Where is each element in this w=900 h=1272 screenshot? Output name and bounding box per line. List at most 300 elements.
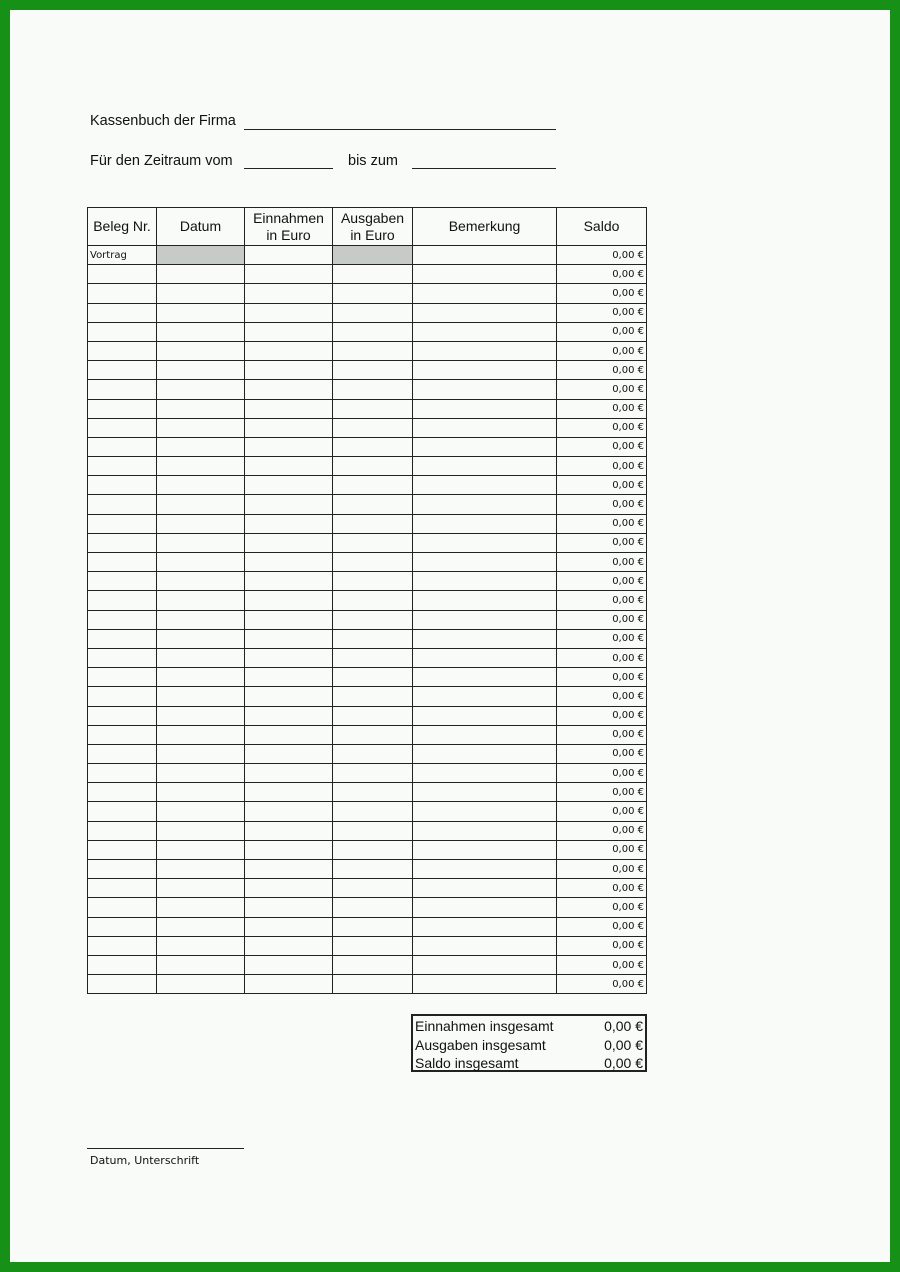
saldo-cell: 0,00 €	[557, 917, 647, 936]
beleg-cell[interactable]	[88, 399, 157, 418]
saldo-cell: 0,00 €	[557, 361, 647, 380]
einnahmen-cell[interactable]	[245, 457, 333, 476]
ausgaben-cell[interactable]	[333, 361, 413, 380]
bemerkung-cell[interactable]	[413, 706, 557, 725]
beleg-cell[interactable]	[88, 840, 157, 859]
table-row	[88, 514, 647, 533]
beleg-cell[interactable]	[88, 514, 157, 533]
table-row	[88, 898, 647, 917]
bemerkung-cell[interactable]	[413, 361, 557, 380]
ausgaben-cell[interactable]	[333, 687, 413, 706]
beleg-cell[interactable]	[88, 783, 157, 802]
total-balance-label: Saldo insgesamt	[415, 1055, 519, 1071]
header-einnahmen	[245, 208, 333, 246]
saldo-cell: 0,00 €	[557, 629, 647, 648]
ausgaben-cell[interactable]	[333, 533, 413, 552]
datum-cell[interactable]	[157, 860, 245, 879]
beleg-cell[interactable]	[88, 802, 157, 821]
saldo-cell: 0,00 €	[557, 437, 647, 456]
header-text-line: Bemerkung	[448, 218, 521, 234]
ausgaben-cell[interactable]	[333, 457, 413, 476]
ausgaben-cell[interactable]	[333, 629, 413, 648]
saldo-cell: 0,00 €	[557, 860, 647, 879]
table-row	[88, 629, 647, 648]
saldo-cell: 0,00 €	[557, 955, 647, 974]
total-balance-row	[415, 1055, 643, 1073]
total-income-value: 0,00 €	[604, 1018, 643, 1034]
einnahmen-cell[interactable]	[245, 725, 333, 744]
table-row	[88, 783, 647, 802]
einnahmen-cell[interactable]	[245, 495, 333, 514]
datum-cell[interactable]	[157, 783, 245, 802]
datum-cell[interactable]	[157, 936, 245, 955]
datum-cell[interactable]	[157, 610, 245, 629]
table-row	[88, 648, 647, 667]
datum-cell[interactable]	[157, 687, 245, 706]
datum-cell[interactable]	[157, 648, 245, 667]
ausgaben-cell[interactable]	[333, 783, 413, 802]
company-label: Kassenbuch der Firma	[90, 113, 236, 129]
table-row	[88, 706, 647, 725]
header-ausgaben	[333, 208, 413, 246]
beleg-cell[interactable]	[88, 955, 157, 974]
total-expense-row	[415, 1037, 643, 1055]
signature-line	[87, 1148, 244, 1149]
beleg-cell[interactable]	[88, 879, 157, 898]
table-row	[88, 361, 647, 380]
ausgaben-cell[interactable]	[333, 265, 413, 284]
beleg-cell[interactable]	[88, 975, 157, 994]
datum-cell[interactable]	[157, 917, 245, 936]
datum-cell[interactable]	[157, 706, 245, 725]
saldo-cell: 0,00 €	[557, 476, 647, 495]
beleg-cell[interactable]	[88, 898, 157, 917]
datum-cell[interactable]	[157, 495, 245, 514]
einnahmen-cell[interactable]	[245, 648, 333, 667]
datum-cell[interactable]	[157, 802, 245, 821]
saldo-cell: 0,00 €	[557, 744, 647, 763]
einnahmen-cell[interactable]	[245, 610, 333, 629]
table-row	[88, 821, 647, 840]
saldo-cell: 0,00 €	[557, 399, 647, 418]
beleg-cell[interactable]	[88, 284, 157, 303]
total-expense-value: 0,00 €	[604, 1036, 643, 1053]
bemerkung-cell[interactable]	[413, 764, 557, 783]
beleg-cell[interactable]	[88, 917, 157, 936]
datum-cell[interactable]	[157, 629, 245, 648]
beleg-cell[interactable]	[88, 303, 157, 322]
beleg-cell[interactable]	[88, 418, 157, 437]
ausgaben-cell[interactable]	[333, 725, 413, 744]
table-row	[88, 725, 647, 744]
datum-cell[interactable]	[157, 514, 245, 533]
einnahmen-cell[interactable]	[245, 322, 333, 341]
saldo-cell: 0,00 €	[557, 341, 647, 360]
bemerkung-cell[interactable]	[413, 322, 557, 341]
table-row	[88, 418, 647, 437]
ausgaben-cell[interactable]	[333, 380, 413, 399]
table-row	[88, 303, 647, 322]
bemerkung-cell[interactable]	[413, 610, 557, 629]
saldo-cell: 0,00 €	[557, 648, 647, 667]
einnahmen-cell[interactable]	[245, 265, 333, 284]
bemerkung-cell[interactable]	[413, 648, 557, 667]
einnahmen-cell[interactable]	[245, 744, 333, 763]
einnahmen-cell[interactable]	[245, 840, 333, 859]
beleg-cell[interactable]	[88, 265, 157, 284]
bemerkung-cell[interactable]	[413, 514, 557, 533]
beleg-cell[interactable]	[88, 668, 157, 687]
saldo-cell: 0,00 €	[557, 418, 647, 437]
table-row	[88, 265, 647, 284]
einnahmen-cell[interactable]	[245, 303, 333, 322]
table-row	[88, 840, 647, 859]
beleg-cell[interactable]	[88, 380, 157, 399]
datum-cell[interactable]	[157, 533, 245, 552]
table-row	[88, 955, 647, 974]
ausgaben-cell[interactable]	[333, 821, 413, 840]
bemerkung-cell[interactable]	[413, 955, 557, 974]
saldo-cell: 0,00 €	[557, 457, 647, 476]
ausgaben-cell[interactable]	[333, 898, 413, 917]
ausgaben-cell[interactable]	[333, 476, 413, 495]
einnahmen-cell[interactable]	[245, 687, 333, 706]
header-text-line: in Euro	[266, 226, 311, 243]
einnahmen-cell[interactable]	[245, 591, 333, 610]
beleg-cell[interactable]	[88, 610, 157, 629]
beleg-cell[interactable]	[88, 533, 157, 552]
ausgaben-cell[interactable]	[333, 764, 413, 783]
header-text-line: Beleg Nr.	[93, 218, 151, 234]
bemerkung-cell[interactable]	[413, 936, 557, 955]
einnahmen-cell[interactable]	[245, 898, 333, 917]
saldo-cell: 0,00 €	[557, 265, 647, 284]
saldo-cell: 0,00 €	[557, 322, 647, 341]
bemerkung-cell[interactable]	[413, 917, 557, 936]
einnahmen-cell[interactable]	[245, 341, 333, 360]
ausgaben-cell[interactable]	[333, 322, 413, 341]
ausgaben-cell[interactable]	[333, 936, 413, 955]
datum-cell[interactable]	[157, 361, 245, 380]
table-row	[88, 553, 647, 572]
ausgaben-cell[interactable]	[333, 437, 413, 456]
table-row	[88, 668, 647, 687]
saldo-cell: 0,00 €	[557, 553, 647, 572]
bemerkung-cell[interactable]	[413, 380, 557, 399]
bemerkung-cell[interactable]	[413, 457, 557, 476]
table-row	[88, 764, 647, 783]
einnahmen-cell[interactable]	[245, 437, 333, 456]
table-row	[88, 341, 647, 360]
datum-cell[interactable]	[157, 399, 245, 418]
saldo-cell: 0,00 €	[557, 303, 647, 322]
header-text-line: Einnahmen	[253, 209, 324, 226]
beleg-cell[interactable]	[88, 936, 157, 955]
ausgaben-cell[interactable]	[333, 917, 413, 936]
bemerkung-cell[interactable]	[413, 975, 557, 994]
ausgaben-cell[interactable]	[333, 418, 413, 437]
datum-cell[interactable]	[157, 303, 245, 322]
period-until-label: bis zum	[348, 153, 398, 169]
saldo-cell: 0,00 €	[557, 533, 647, 552]
bemerkung-cell[interactable]	[413, 783, 557, 802]
table-header-row	[88, 208, 647, 246]
cash-ledger-table	[87, 207, 647, 994]
table-row	[88, 533, 647, 552]
saldo-cell: 0,00 €	[557, 764, 647, 783]
ausgaben-cell[interactable]	[333, 860, 413, 879]
datum-cell[interactable]	[157, 668, 245, 687]
bemerkung-cell[interactable]	[413, 553, 557, 572]
ausgaben-cell[interactable]	[333, 840, 413, 859]
header-beleg-nr	[88, 208, 157, 246]
header-text-line: in Euro	[350, 226, 395, 243]
bemerkung-cell[interactable]	[413, 533, 557, 552]
einnahmen-cell[interactable]	[245, 399, 333, 418]
company-name-line	[244, 129, 556, 130]
period-from-label: Für den Zeitraum vom	[90, 153, 233, 169]
period-row	[90, 153, 233, 169]
bemerkung-cell[interactable]	[413, 265, 557, 284]
table-row	[88, 380, 647, 399]
header-text-line: Saldo	[583, 218, 620, 234]
header-text-line: Datum	[179, 218, 222, 234]
datum-cell[interactable]	[157, 955, 245, 974]
table-row	[88, 744, 647, 763]
ausgaben-cell[interactable]	[333, 284, 413, 303]
bemerkung-cell[interactable]	[413, 725, 557, 744]
datum-cell[interactable]	[157, 476, 245, 495]
beleg-cell[interactable]: Vortrag	[88, 246, 157, 265]
datum-cell[interactable]	[157, 879, 245, 898]
saldo-cell: 0,00 €	[557, 610, 647, 629]
bemerkung-cell[interactable]	[413, 687, 557, 706]
datum-cell[interactable]	[157, 437, 245, 456]
einnahmen-cell[interactable]	[245, 860, 333, 879]
table-row	[88, 322, 647, 341]
beleg-cell[interactable]	[88, 687, 157, 706]
saldo-cell: 0,00 €	[557, 514, 647, 533]
beleg-cell[interactable]	[88, 572, 157, 591]
bemerkung-cell[interactable]	[413, 840, 557, 859]
period-from-line	[244, 168, 333, 169]
ausgaben-cell[interactable]	[333, 610, 413, 629]
beleg-cell[interactable]	[88, 495, 157, 514]
table-row	[88, 687, 647, 706]
ausgaben-cell[interactable]	[333, 303, 413, 322]
einnahmen-cell[interactable]	[245, 246, 333, 265]
header-datum	[157, 208, 245, 246]
bemerkung-cell[interactable]	[413, 879, 557, 898]
einnahmen-cell[interactable]	[245, 879, 333, 898]
einnahmen-cell[interactable]	[245, 553, 333, 572]
saldo-cell: 0,00 €	[557, 840, 647, 859]
saldo-cell: 0,00 €	[557, 246, 647, 265]
beleg-cell[interactable]	[88, 457, 157, 476]
title-row	[90, 113, 236, 129]
einnahmen-cell[interactable]	[245, 533, 333, 552]
einnahmen-cell[interactable]	[245, 821, 333, 840]
ausgaben-cell[interactable]	[333, 744, 413, 763]
ausgaben-cell[interactable]	[333, 246, 413, 265]
bemerkung-cell[interactable]	[413, 437, 557, 456]
datum-cell[interactable]	[157, 725, 245, 744]
beleg-cell[interactable]	[88, 629, 157, 648]
ausgaben-cell[interactable]	[333, 955, 413, 974]
header-saldo	[557, 208, 647, 246]
ausgaben-cell[interactable]	[333, 514, 413, 533]
beleg-cell[interactable]	[88, 437, 157, 456]
ausgaben-cell[interactable]	[333, 975, 413, 994]
bemerkung-cell[interactable]	[413, 246, 557, 265]
einnahmen-cell[interactable]	[245, 476, 333, 495]
saldo-cell: 0,00 €	[557, 879, 647, 898]
saldo-cell: 0,00 €	[557, 591, 647, 610]
period-until-line	[412, 168, 556, 169]
datum-cell[interactable]	[157, 553, 245, 572]
table-row	[88, 802, 647, 821]
beleg-cell[interactable]	[88, 591, 157, 610]
einnahmen-cell[interactable]	[245, 629, 333, 648]
datum-cell[interactable]	[157, 341, 245, 360]
einnahmen-cell[interactable]	[245, 706, 333, 725]
bemerkung-cell[interactable]	[413, 495, 557, 514]
bemerkung-cell[interactable]	[413, 629, 557, 648]
saldo-cell: 0,00 €	[557, 821, 647, 840]
table-row	[88, 476, 647, 495]
beleg-cell[interactable]	[88, 821, 157, 840]
saldo-cell: 0,00 €	[557, 975, 647, 994]
bemerkung-cell[interactable]	[413, 668, 557, 687]
bemerkung-cell[interactable]	[413, 284, 557, 303]
ausgaben-cell[interactable]	[333, 572, 413, 591]
beleg-cell[interactable]	[88, 322, 157, 341]
einnahmen-cell[interactable]	[245, 975, 333, 994]
bemerkung-cell[interactable]	[413, 744, 557, 763]
einnahmen-cell[interactable]	[245, 936, 333, 955]
table-row	[88, 860, 647, 879]
table-row	[88, 572, 647, 591]
table-row	[88, 879, 647, 898]
beleg-cell[interactable]	[88, 744, 157, 763]
datum-cell[interactable]	[157, 265, 245, 284]
einnahmen-cell[interactable]	[245, 572, 333, 591]
beleg-cell[interactable]	[88, 764, 157, 783]
ausgaben-cell[interactable]	[333, 399, 413, 418]
ausgaben-cell[interactable]	[333, 706, 413, 725]
datum-cell[interactable]	[157, 821, 245, 840]
saldo-cell: 0,00 €	[557, 495, 647, 514]
datum-cell[interactable]	[157, 457, 245, 476]
datum-cell[interactable]	[157, 591, 245, 610]
beleg-cell[interactable]	[88, 725, 157, 744]
einnahmen-cell[interactable]	[245, 955, 333, 974]
bemerkung-cell[interactable]	[413, 572, 557, 591]
datum-cell[interactable]	[157, 975, 245, 994]
total-balance-value: 0,00 €	[604, 1055, 643, 1071]
total-expense-label: Ausgaben insgesamt	[415, 1036, 546, 1053]
bemerkung-cell[interactable]	[413, 341, 557, 360]
datum-cell[interactable]	[157, 322, 245, 341]
datum-cell[interactable]	[157, 744, 245, 763]
beleg-cell[interactable]	[88, 476, 157, 495]
bemerkung-cell[interactable]	[413, 418, 557, 437]
datum-cell[interactable]	[157, 572, 245, 591]
beleg-cell[interactable]	[88, 706, 157, 725]
table-row	[88, 975, 647, 994]
saldo-cell: 0,00 €	[557, 284, 647, 303]
ausgaben-cell[interactable]	[333, 668, 413, 687]
table-body	[88, 246, 647, 994]
einnahmen-cell[interactable]	[245, 361, 333, 380]
einnahmen-cell[interactable]	[245, 668, 333, 687]
bemerkung-cell[interactable]	[413, 303, 557, 322]
einnahmen-cell[interactable]	[245, 514, 333, 533]
datum-cell[interactable]	[157, 380, 245, 399]
saldo-cell: 0,00 €	[557, 380, 647, 399]
beleg-cell[interactable]	[88, 553, 157, 572]
beleg-cell[interactable]	[88, 341, 157, 360]
header-text-line: Ausgaben	[340, 209, 405, 226]
table-row	[88, 917, 647, 936]
bemerkung-cell[interactable]	[413, 399, 557, 418]
header-bemerkung	[413, 208, 557, 246]
table-row	[88, 591, 647, 610]
ausgaben-cell[interactable]	[333, 648, 413, 667]
ausgaben-cell[interactable]	[333, 553, 413, 572]
bemerkung-cell[interactable]	[413, 476, 557, 495]
datum-cell[interactable]	[157, 246, 245, 265]
saldo-cell: 0,00 €	[557, 668, 647, 687]
saldo-cell: 0,00 €	[557, 572, 647, 591]
datum-cell[interactable]	[157, 840, 245, 859]
total-income-label: Einnahmen insgesamt	[415, 1018, 554, 1034]
einnahmen-cell[interactable]	[245, 764, 333, 783]
ausgaben-cell[interactable]	[333, 341, 413, 360]
bemerkung-cell[interactable]	[413, 591, 557, 610]
table-row	[88, 246, 647, 265]
bemerkung-cell[interactable]	[413, 821, 557, 840]
ausgaben-cell[interactable]	[333, 495, 413, 514]
einnahmen-cell[interactable]	[245, 802, 333, 821]
beleg-cell[interactable]	[88, 361, 157, 380]
einnahmen-cell[interactable]	[245, 380, 333, 399]
datum-cell[interactable]	[157, 418, 245, 437]
beleg-cell[interactable]	[88, 860, 157, 879]
einnahmen-cell[interactable]	[245, 917, 333, 936]
bemerkung-cell[interactable]	[413, 898, 557, 917]
saldo-cell: 0,00 €	[557, 936, 647, 955]
einnahmen-cell[interactable]	[245, 418, 333, 437]
saldo-cell: 0,00 €	[557, 802, 647, 821]
datum-cell[interactable]	[157, 764, 245, 783]
bemerkung-cell[interactable]	[413, 860, 557, 879]
total-income-row	[415, 1018, 643, 1036]
table-row	[88, 936, 647, 955]
table-row	[88, 495, 647, 514]
beleg-cell[interactable]	[88, 648, 157, 667]
datum-cell[interactable]	[157, 898, 245, 917]
einnahmen-cell[interactable]	[245, 284, 333, 303]
datum-cell[interactable]	[157, 284, 245, 303]
bemerkung-cell[interactable]	[413, 802, 557, 821]
ausgaben-cell[interactable]	[333, 802, 413, 821]
saldo-cell: 0,00 €	[557, 898, 647, 917]
saldo-cell: 0,00 €	[557, 783, 647, 802]
ausgaben-cell[interactable]	[333, 591, 413, 610]
ausgaben-cell[interactable]	[333, 879, 413, 898]
einnahmen-cell[interactable]	[245, 783, 333, 802]
